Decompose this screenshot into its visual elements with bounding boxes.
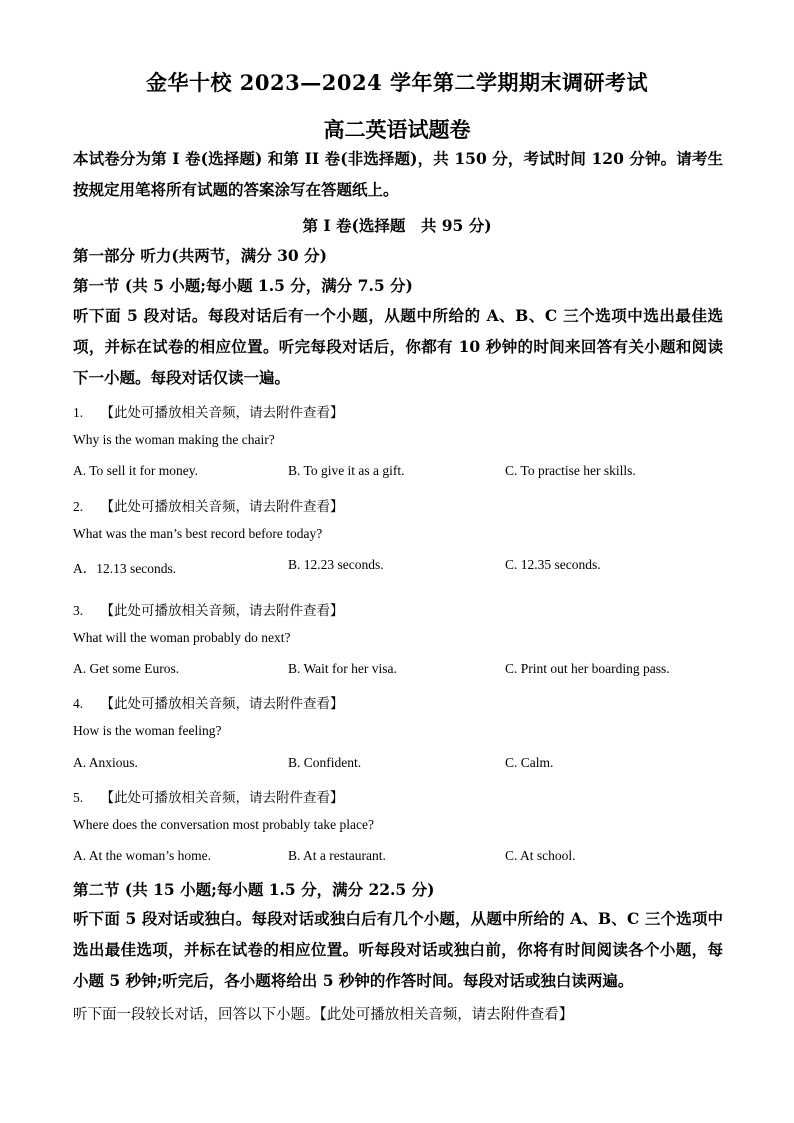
question-3-option-b[interactable]: B. Wait for her visa. <box>288 661 397 676</box>
listening-heading: 第一部分 听力(共两节，满分 30 分) <box>73 246 327 265</box>
question-4-text: How is the woman feeling? <box>73 723 222 738</box>
question-4-option-a[interactable]: A. Anxious. <box>73 755 138 770</box>
question-4-option-b[interactable]: B. Confident. <box>288 755 362 770</box>
question-number: 3. <box>73 603 84 618</box>
part-one-heading: 第 I 卷(选择题 共 95 分) <box>302 216 492 235</box>
question-4-audio[interactable] <box>73 692 344 712</box>
question-1-audio[interactable] <box>73 401 344 421</box>
question-3-option-a[interactable]: A. Get some Euros. <box>73 661 180 676</box>
question-number: 1. <box>73 405 84 420</box>
question-3-audio[interactable] <box>73 599 344 619</box>
section1-instructions: 听下面 5 段对话。每段对话后有一个小题，从题中所给的 A、B、C 三个选项中选出最佳选项，并标在试卷的相应位置。听完每段对话后，你都有 10 秒钟的时间来回答有关小题和阅读下一小题。每段对话仅读一遍。 <box>73 306 723 387</box>
audio-placeholder[interactable]: 【此处可播放相关音频，请去附件查看】 <box>100 405 344 420</box>
section1-heading: 第一节 (共 5 小题;每小题 1.5 分，满分 7.5 分) <box>73 276 413 295</box>
question-number: 5. <box>73 790 84 805</box>
question-5-audio[interactable] <box>73 786 344 806</box>
audio-placeholder[interactable]: 【此处可播放相关音频，请去附件查看】 <box>100 696 344 711</box>
question-5-option-a[interactable]: A. At the woman’s home. <box>73 848 211 863</box>
question-1-text: Why is the woman making the chair? <box>73 432 275 447</box>
question-1-option-c[interactable]: C. To practise her skills. <box>505 463 636 478</box>
question-2-text: What was the man’s best record before today? <box>73 526 323 541</box>
exam-subtitle: 高二英语试题卷 <box>323 117 471 142</box>
audio-placeholder[interactable]: 【此处可播放相关音频，请去附件查看】 <box>100 790 344 805</box>
question-2-option-c[interactable]: C. 12.35 seconds. <box>505 557 601 572</box>
question-1-option-b[interactable]: B. To give it as a gift. <box>288 463 405 478</box>
question-2-audio[interactable] <box>73 495 344 515</box>
section2-instructions: 听下面 5 段对话或独白。每段对话或独白后有几个小题，从题中所给的 A、B、C 三个选项中选出最佳选项，并标在试卷的相应位置。听每段对话或独白前，你将有时间阅读各个小题，每小题 5 秒钟;听完后，各小题将给出 5 秒钟的作答时间。每段对话或独白读两遍。 <box>73 909 723 990</box>
question-4-option-c[interactable]: C. Calm. <box>505 755 554 770</box>
question-5-option-c[interactable]: C. At school. <box>505 848 576 863</box>
question-number: 4. <box>73 696 84 711</box>
audio-placeholder[interactable]: 【此处可播放相关音频，请去附件查看】 <box>100 499 344 514</box>
question-2-option-b[interactable]: B. 12.23 seconds. <box>288 557 384 572</box>
question-5-text: Where does the conversation most probably take place? <box>73 817 375 832</box>
exam-title: 金华十校 2023—2024 学年第二学期期末调研考试 <box>145 70 648 95</box>
exam-intro: 本试卷分为第 I 卷(选择题) 和第 II 卷(非选择题)，共 150 分，考试时间 120 分钟。请考生按规定用笔将所有试题的答案涂写在答题纸上。 <box>73 149 723 199</box>
question-1-option-a[interactable]: A. To sell it for money. <box>73 463 199 478</box>
section2-audio-note[interactable]: 听下面一段较长对话，回答以下小题。【此处可播放相关音频，请去附件查看】 <box>73 1007 574 1023</box>
question-5-option-b[interactable]: B. At a restaurant. <box>288 848 386 863</box>
question-number: 2. <box>73 499 84 514</box>
question-3-text: What will the woman probably do next? <box>73 630 291 645</box>
audio-placeholder[interactable]: 【此处可播放相关音频，请去附件查看】 <box>100 603 344 618</box>
question-3-option-c[interactable]: C. Print out her boarding pass. <box>505 661 670 676</box>
section2-heading: 第二节 (共 15 小题;每小题 1.5 分，满分 22.5 分) <box>73 880 435 899</box>
question-2-option-a[interactable]: A．12.13 seconds. <box>73 561 177 576</box>
